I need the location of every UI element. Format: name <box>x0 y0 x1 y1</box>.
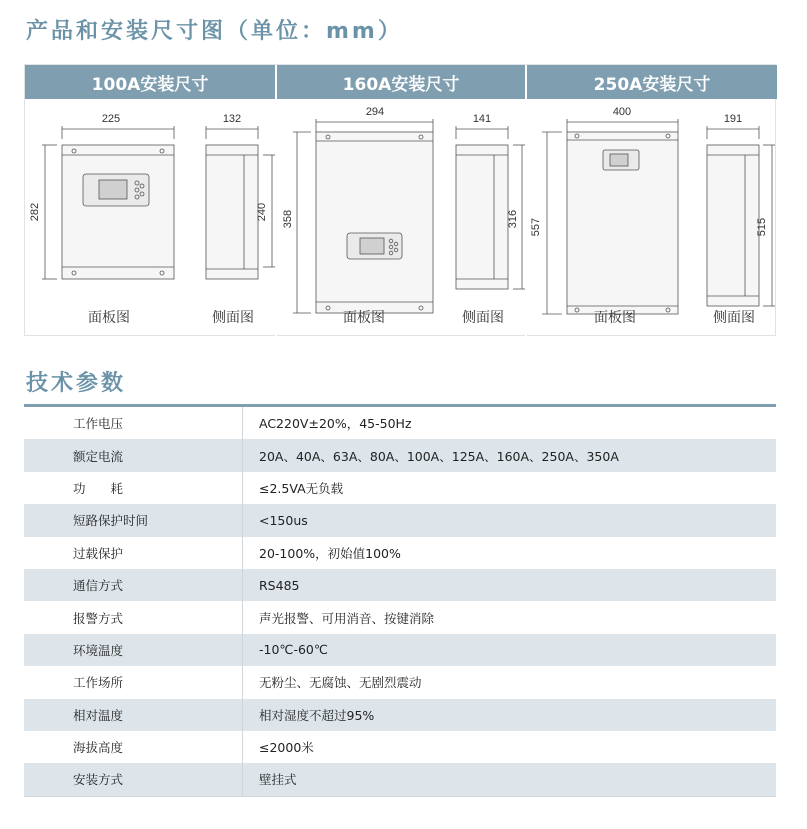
dimension-diagram-panel <box>24 64 776 336</box>
spec-label: 相对温度 <box>73 707 124 723</box>
front-view-caption: 面板图 <box>594 310 636 326</box>
table-row <box>24 472 776 504</box>
table-row <box>24 439 776 471</box>
spec-label: 报警方式 <box>73 610 124 626</box>
front-height-label: 282 <box>29 202 41 222</box>
spec-value: 20-100%，初始值100% <box>242 537 401 569</box>
table-row <box>24 537 776 569</box>
table-row <box>24 699 776 731</box>
table-row <box>24 569 776 601</box>
spec-value: <150us <box>242 504 308 536</box>
panel-header-250a: 250A安装尺寸 <box>527 65 777 99</box>
side-view-250a <box>707 126 775 306</box>
spec-value: 声光报警、可用消音、按键消除 <box>242 601 434 633</box>
spec-value: AC220V±20%，45-50Hz <box>242 407 412 439</box>
front-view-160a <box>293 119 433 313</box>
table-row <box>24 763 776 795</box>
spec-table <box>24 404 776 797</box>
spec-value: RS485 <box>242 569 299 601</box>
spec-value: 无粉尘、无腐蚀、无剧烈震动 <box>242 666 422 698</box>
side-view-caption: 侧面图 <box>212 310 254 326</box>
front-width-label: 294 <box>365 106 385 118</box>
table-row <box>24 504 776 536</box>
side-view-caption: 侧面图 <box>462 310 504 326</box>
front-view-250a <box>542 119 678 314</box>
spec-label: 安装方式 <box>73 772 124 788</box>
spec-value: 相对湿度不超过95% <box>242 699 374 731</box>
front-width-label: 400 <box>612 106 632 118</box>
spec-label: 额定电流 <box>73 448 124 464</box>
spec-value: ≤2000米 <box>242 731 314 763</box>
side-width-label: 132 <box>222 113 242 125</box>
front-view-100a <box>42 126 174 279</box>
spec-value: ≤2.5VA无负载 <box>242 472 343 504</box>
front-height-label: 358 <box>282 209 294 229</box>
spec-label: 工作场所 <box>73 675 124 691</box>
side-view-100a <box>206 126 275 279</box>
table-row <box>24 601 776 633</box>
dimension-drawings <box>25 99 777 337</box>
spec-label: 海拔高度 <box>73 740 124 756</box>
spec-label: 功 耗 <box>73 480 124 496</box>
spec-section-title: 技术参数 <box>26 371 127 396</box>
page-title: 产品和安装尺寸图（单位：mm） <box>26 19 403 44</box>
table-row <box>24 407 776 439</box>
spec-label: 短路保护时间 <box>73 513 149 529</box>
side-width-label: 191 <box>723 113 743 125</box>
front-width-label: 225 <box>101 113 121 125</box>
side-width-label: 141 <box>472 113 492 125</box>
spec-label: 通信方式 <box>73 578 124 594</box>
spec-label: 过载保护 <box>73 545 124 561</box>
front-height-label: 557 <box>530 217 542 237</box>
table-row <box>24 731 776 763</box>
panel-header-100a: 100A安装尺寸 <box>25 65 275 99</box>
spec-value: 壁挂式 <box>242 763 297 795</box>
front-view-caption: 面板图 <box>343 310 385 326</box>
front-view-caption: 面板图 <box>88 310 130 326</box>
table-row <box>24 634 776 666</box>
spec-value: -10℃-60℃ <box>242 634 328 666</box>
side-height-label: 515 <box>756 217 768 237</box>
side-view-caption: 侧面图 <box>713 310 755 326</box>
table-row <box>24 666 776 698</box>
spec-label: 环境温度 <box>73 642 124 658</box>
side-height-label: 316 <box>507 209 519 229</box>
spec-value: 20A、40A、63A、80A、100A、125A、160A、250A、350A <box>242 439 619 471</box>
panel-header-160a: 160A安装尺寸 <box>277 65 525 99</box>
side-view-160a <box>456 126 525 289</box>
spec-label: 工作电压 <box>73 416 124 432</box>
side-height-label: 240 <box>256 202 268 222</box>
